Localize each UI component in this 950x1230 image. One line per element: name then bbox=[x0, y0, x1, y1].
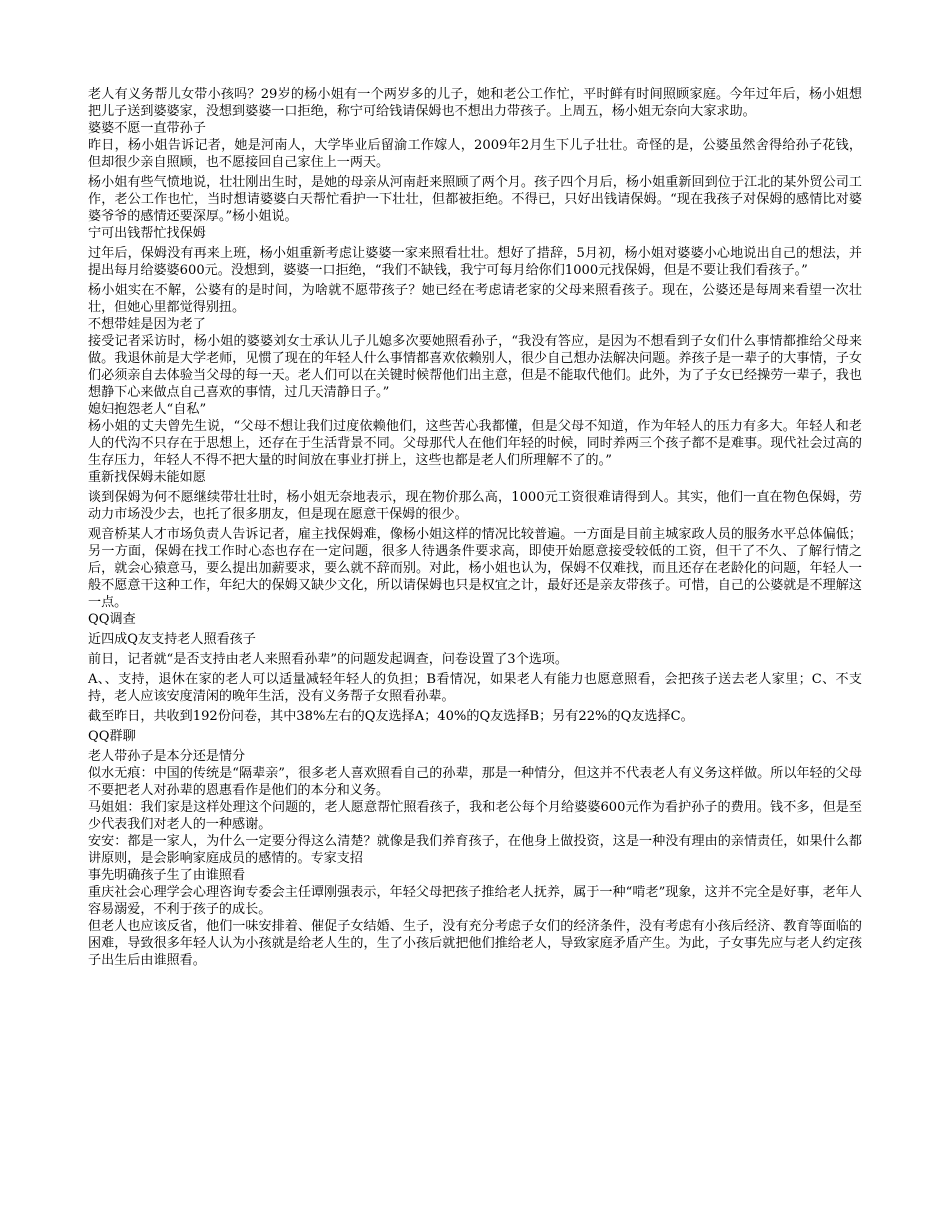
section-heading: QQ调查 bbox=[88, 612, 136, 627]
paragraph: 但老人也应该反省，他们一味安排着、催促子女结婚、生子，没有充分考虑子女们的经济条件，没有考虑有小孩后经济、教育等面临的困难，导致很多年轻人认为小孩就是给老人生的，生了小孩后就把他们推给老人，导致家庭矛盾产生。为此，子女事先应与老人约定孩子出生后由谁照看。 bbox=[88, 919, 862, 968]
paragraph: 安安：都是一家人，为什么一定要分得这么清楚？就像是我们养育孩子，在他身上做投资，这是一种没有理由的亲情责任，如果什么都讲原则，是会影响家庭成员的感情的。专家支招 bbox=[88, 834, 862, 866]
section-heading: 宁可出钱帮忙找保姆 bbox=[88, 226, 206, 241]
section-heading: 不想带娃是因为老了 bbox=[88, 317, 206, 332]
paragraph: 截至昨日，共收到192份问卷，其中38%左右的Q友选择A；40%的Q友选择B；另有22%的Q友选择C。 bbox=[88, 709, 694, 724]
paragraph: 接受记者采访时，杨小姐的婆婆刘女士承认儿子儿媳多次要她照看孙子，“我没有答应，是因为不想看到子女们什么事情都推给父母来做。我退休前是大学老师，见惯了现在的年轻人什么事情都喜欢依赖别人，很少自己想办法解决问题。养孩子是一辈子的大事情，子女们必须亲自去体验当父母的每一天。老人们可以在关键时候帮他们出主意，但是不能取代他们。此外，为了子女已经操劳一辈子，我也想静下心来做点自己喜欢的事情，过几天清静日子。” bbox=[88, 334, 862, 400]
paragraph: 马姐姐：我们家是这样处理这个问题的，老人愿意帮忙照看孩子，我和老公每个月给婆婆600元作为看护孙子的费用。钱不多，但是至少代表我们对老人的一种感谢。 bbox=[88, 800, 862, 832]
section-heading: 老人带孙子是本分还是情分 bbox=[88, 749, 246, 764]
section-heading: 媳妇抱怨老人“自私” bbox=[88, 402, 207, 417]
paragraph: 前日，记者就“是否支持由老人来照看孙辈”的问题发起调查，问卷设置了3个选项。 bbox=[88, 652, 568, 667]
section-heading: 事先明确孩子生了由谁照看 bbox=[88, 868, 246, 883]
paragraph: 过年后，保姆没有再来上班，杨小姐重新考虑让婆婆一家来照看壮壮。想好了措辞，5月初，杨小姐对婆婆小心地说出自己的想法，并提出每月给婆婆600元。没想到，婆婆一口拒绝，“我们不缺钱，我宁可每月给你们1000元找保姆，但是不要让我们看孩子。” bbox=[88, 246, 862, 278]
section-heading: 婆婆不愿一直带孙子 bbox=[88, 121, 206, 136]
article-body bbox=[88, 86, 862, 969]
paragraph: 杨小姐实在不解，公婆有的是时间，为啥就不愿带孩子？她已经在考虑请老家的父母来照看孩子。现在，公婆还是每周来看望一次壮壮，但她心里都觉得别扭。 bbox=[88, 283, 862, 315]
section-heading: QQ群聊 bbox=[88, 729, 136, 744]
intro-paragraph: 老人有义务帮儿女带小孩吗？29岁的杨小姐有一个两岁多的儿子，她和老公工作忙，平时鲜有时间照顾家庭。今年过年后，杨小姐想把儿子送到婆婆家，没想到婆婆一口拒绝，称宁可给钱请保姆也不想出力带孩子。上周五，杨小姐无奈向大家求助。 bbox=[88, 87, 862, 119]
paragraph: 谈到保姆为何不愿继续带壮壮时，杨小姐无奈地表示，现在物价那么高，1000元工资很难请得到人。其实，他们一直在物色保姆，劳动力市场没少去，也托了很多朋友，但是现在愿意干保姆的很少。 bbox=[88, 490, 862, 522]
paragraph: 杨小姐的丈夫曾先生说，“父母不想让我们过度依赖他们，这些苦心我都懂，但是父母不知道，作为年轻人的压力有多大。年轻人和老人的代沟不只存在于思想上，还存在于生活背景不同。父母那代人在他们年轻的时候，同时养两三个孩子都不是难事。现代社会过高的生存压力，年轻人不得不把大量的时间放在事业打拼上，这些也都是老人们所理解不了的。” bbox=[88, 419, 862, 468]
section-heading: 重新找保姆未能如愿 bbox=[88, 470, 206, 485]
paragraph: A、、支持，退休在家的老人可以适量减轻年轻人的负担；B看情况，如果老人有能力也愿意照看，会把孩子送去老人家里；C、不支持，老人应该安度清闲的晚年生活，没有义务帮子女照看孙辈。 bbox=[88, 672, 862, 704]
section-heading: 近四成Q友支持老人照看孩子 bbox=[88, 632, 256, 647]
paragraph: 似水无痕：中国的传统是“隔辈亲”，很多老人喜欢照看自己的孙辈，那是一种情分，但这并不代表老人有义务这样做。所以年轻的父母不要把老人对孙辈的恩惠看作是他们的本分和义务。 bbox=[88, 766, 862, 798]
paragraph: 杨小姐有些气愤地说，壮壮刚出生时，是她的母亲从河南赶来照顾了两个月。孩子四个月后，杨小姐重新回到位于江北的某外贸公司工作，老公工作也忙，当时想请婆婆白天帮忙看护一下壮壮，但都被拒绝。不得已，只好出钱请保姆。“现在我孩子对保姆的感情比对婆婆爷爷的感情还要深厚。”杨小姐说。 bbox=[88, 175, 862, 224]
paragraph: 重庆社会心理学会心理咨询专委会主任谭刚强表示，年轻父母把孩子推给老人抚养，属于一种“啃老”现象，这并不完全是好事，老年人容易溺爱，不利于孩子的成长。 bbox=[88, 885, 862, 917]
paragraph: 昨日，杨小姐告诉记者，她是河南人，大学毕业后留渝工作嫁人，2009年2月生下儿子壮壮。奇怪的是，公婆虽然舍得给孙子花钱，但却很少亲自照顾，也不愿接回自己家住上一两天。 bbox=[88, 138, 862, 170]
paragraph: 观音桥某人才市场负责人告诉记者，雇主找保姆难，像杨小姐这样的情况比较普遍。一方面是目前主城家政人员的服务水平总体偏低；另一方面，保姆在找工作时心态也存在一定问题，很多人待遇条件要求高，即使开始愿意接受较低的工资，但干了不久、了解行情之后，就会心猿意马，要么提出加薪要求，要么就不辞而别。对此，杨小姐也认为，保姆不仅难找，而且还存在老龄化的问题，年轻人一般不愿意干这种工作，年纪大的保姆又缺少文化，所以请保姆也只是权宜之计，最好还是亲友带孩子。可惜，自己的公婆就是不理解这一点。 bbox=[88, 527, 862, 610]
